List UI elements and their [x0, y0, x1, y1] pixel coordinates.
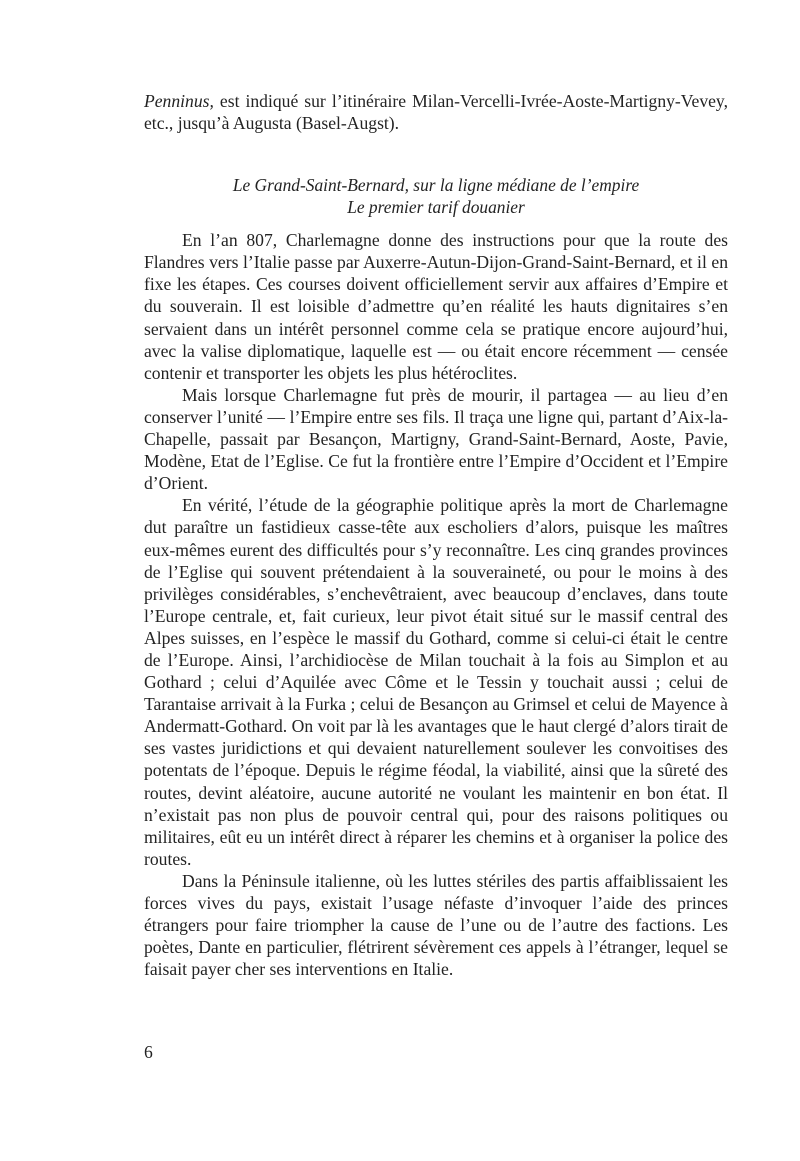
section-heading-line-2: Le premier tarif douanier — [347, 197, 525, 218]
page-body — [144, 90, 728, 980]
opening-paragraph — [144, 90, 728, 134]
body-paragraph-3: En vérité, l’étude de la géographie politique après la mort de Charlemagne dut paraître un fastidieux casse-tête aux escholiers d’alors, puisque les maîtres eux-mêmes eurent des difficultés pour s’y reconnaître. Les cinq grandes provinces de l’Eglise qui souvent prétendaient à la souveraineté, ou pour le moins à des privilèges considérables, s’enchevêtraient, avec beaucoup d’enclaves, dans toute l’Europe centrale, et, fait curieux, leur pivot était situé sur le massif central des Alpes suisses, en l’espèce le massif du Gothard, comme si celui-ci était le centre de l’Europe. Ainsi, l’archidiocèse de Milan touchait à la fois au Simplon et au Gothard ; celui d’Aquilée avec Côme et le Tessin y touchait aussi ; celui de Tarantaise arrivait à la Furka ; celui de Besançon au Grimsel et celui de Mayence à Andermatt-Gothard. On voit par là les avantages que le haut clergé d’alors tirait de ses vastes juridictions et qui devaient naturellement soulever les convoitises des potentats de l’époque. Depuis le régime féodal, la viabilité, ainsi que la sûreté des routes, devint aléatoire, aucune autorité ne voulant les maintenir en bon état. Il n’existait pas non plus de pouvoir central qui, pour des raisons politiques ou militaires, eût eu un intérêt direct à réparer les chemins et à organiser la police des routes. — [144, 495, 728, 869]
body-paragraph-2: Mais lorsque Charlemagne fut près de mourir, il partagea — au lieu d’en conserver l’unité — l’Empire entre ses fils. Il traça une ligne qui, partant d’Aix-la-Chapelle, passait par Besançon, Martigny, Grand-Saint-Bernard, Aoste, Pavie, Modène, Etat de l’Eglise. Ce fut la frontière entre l’Empire d’Occident et l’Empire d’Orient. — [144, 384, 728, 494]
body-paragraph-1: En l’an 807, Charlemagne donne des instructions pour que la route des Flandres vers l’Italie passe par Auxerre-Autun-Dijon-Grand-Saint-Bernard, et il en fixe les étapes. Ces courses doivent officiellement servir aux affaires d’Empire et du souverain. Il est loisible d’admettre qu’en réalité les hauts dignitaires s’en servaient dans un intérêt personnel comme cela se pratique encore aujourd’hui, avec la valise diplomatique, laquelle est — ou était encore récemment — censée contenir et transporter les objets les plus hétéroclites. — [144, 230, 728, 383]
section-heading-line-1: Le Grand-Saint-Bernard, sur la ligne médiane de l’empire — [232, 175, 640, 196]
page-number: 6 — [144, 1042, 153, 1062]
body-paragraph-4: Dans la Péninsule italienne, où les luttes stériles des partis affaiblissaient les forces vives du pays, existait l’usage néfaste d’invoquer l’aide des princes étrangers pour faire triompher la cause de l’une ou de l’autre des factions. Les poètes, Dante en particulier, flétrirent sévèrement ces appels à l’étranger, lequel se faisait payer cher ses interventions en Italie. — [144, 870, 728, 980]
opening-italic-word: Penninus, — [144, 91, 214, 111]
opening-paragraph-text: est indiqué sur l’itinéraire Milan-Vercelli-Ivrée-Aoste-Martigny-Vevey, etc., jusqu’à Augusta (Basel-Augst). — [144, 91, 728, 134]
section-heading — [144, 174, 728, 218]
